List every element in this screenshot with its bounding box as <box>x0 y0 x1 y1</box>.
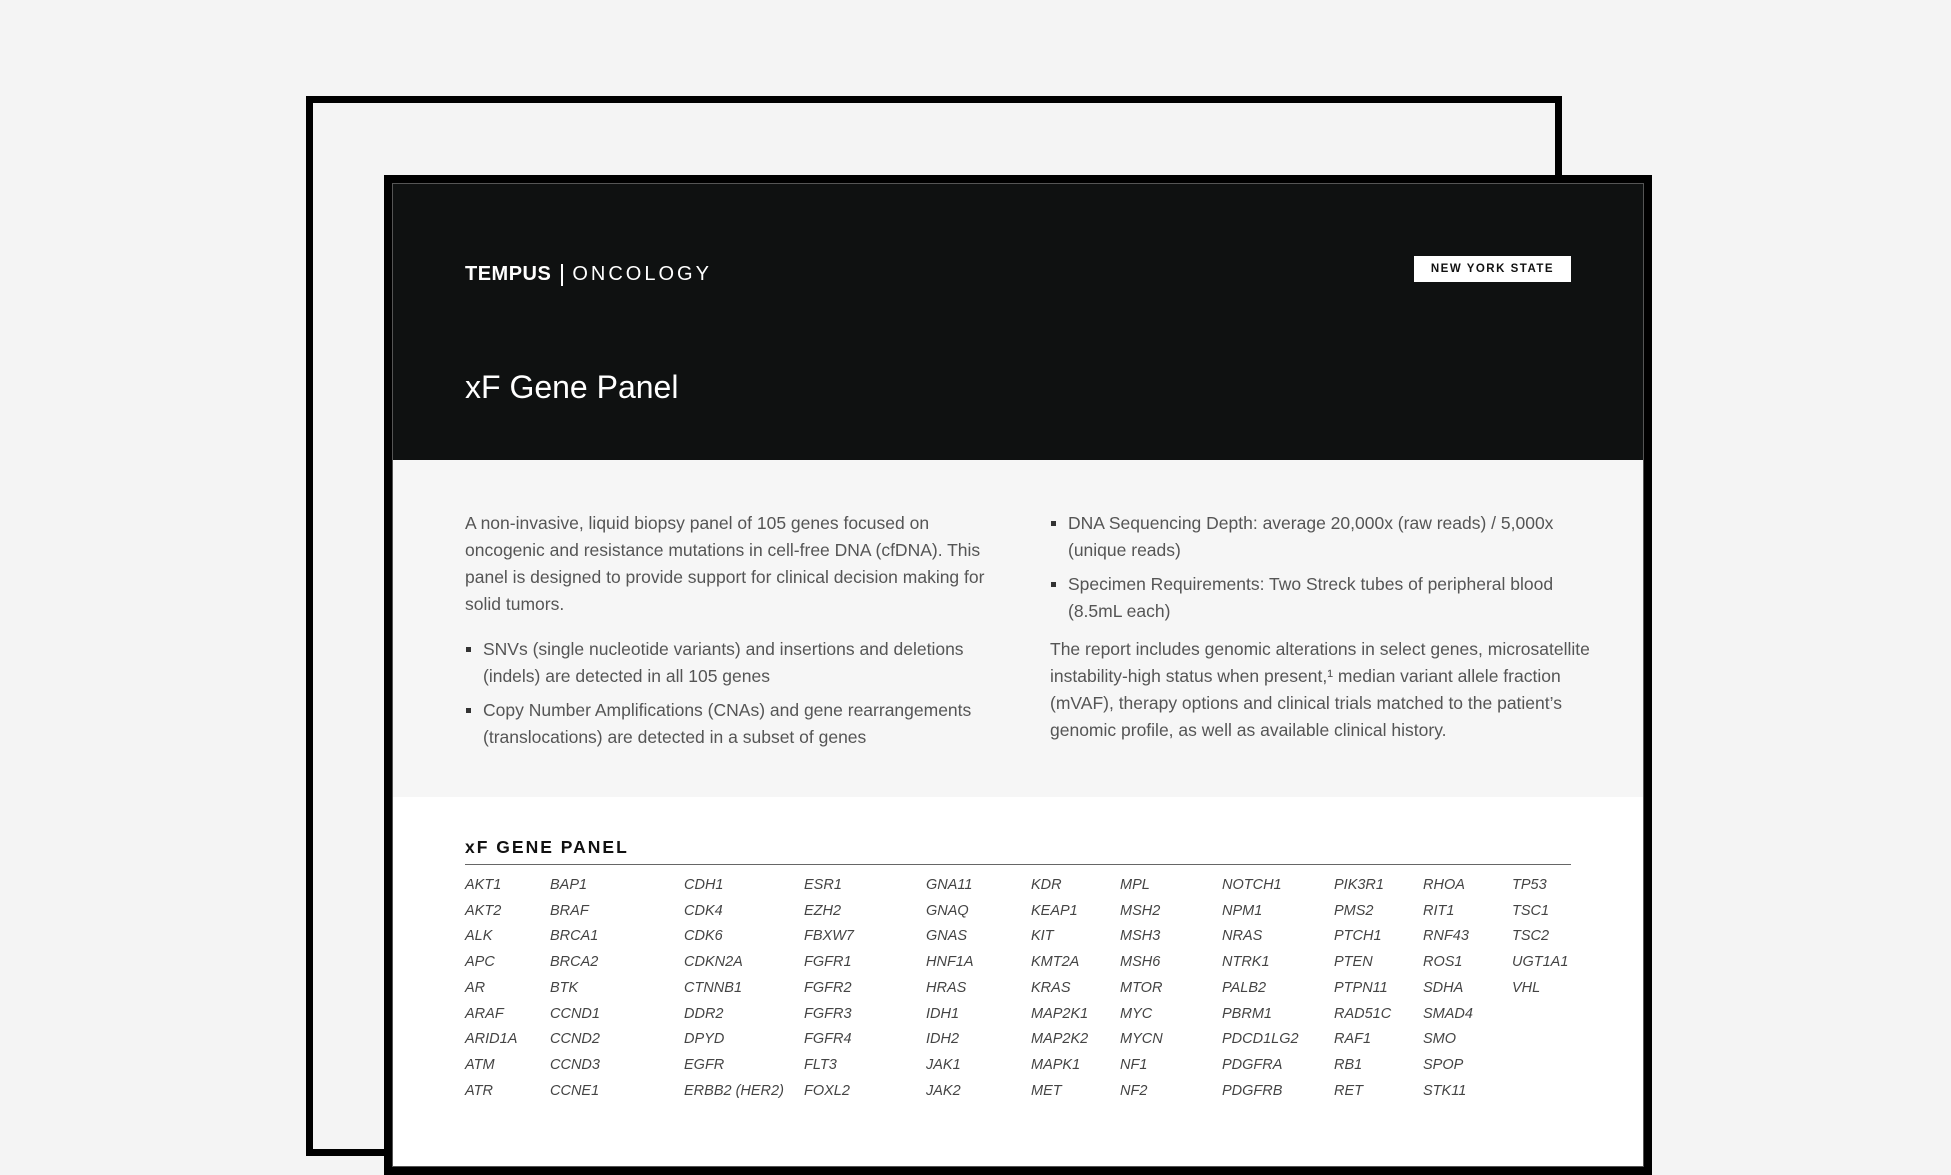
gene-name: CDK4 <box>684 902 723 919</box>
gene-name: AKT2 <box>465 902 502 919</box>
brand-logo <box>465 263 712 286</box>
gene-name: PDCD1LG2 <box>1222 1031 1299 1048</box>
gene-name: SDHA <box>1423 979 1464 996</box>
gene-name: FOXL2 <box>804 1082 850 1099</box>
gene-column <box>550 873 600 1104</box>
gene-column <box>684 873 784 1104</box>
gene-name: JAK2 <box>926 1082 961 1099</box>
document-page <box>392 183 1644 1167</box>
gene-name: BRCA2 <box>550 954 599 971</box>
gene-column <box>1031 873 1088 1104</box>
gene-name: IDH1 <box>926 1005 960 1022</box>
gene-name: JAK1 <box>926 1056 961 1073</box>
gene-name: APC <box>465 954 495 971</box>
gene-name: KRAS <box>1031 979 1071 996</box>
gene-name: MYCN <box>1120 1031 1163 1048</box>
gene-name: CDH1 <box>684 877 724 893</box>
gene-name: KDR <box>1031 877 1062 893</box>
gene-name: NRAS <box>1222 928 1263 945</box>
gene-name: PTPN11 <box>1334 979 1388 996</box>
gene-name: STK11 <box>1423 1082 1467 1099</box>
report-text: The report includes genomic alterations in select genes, microsatellite instability-high status when present,¹ median variant allele fraction (mVAF), therapy options and clinical trials matched to the patient’s genomic profile, as well as available clinical history. <box>1050 639 1590 740</box>
gene-name: HNF1A <box>926 954 974 971</box>
brand-divider <box>561 264 563 286</box>
gene-name: AKT1 <box>465 877 502 893</box>
gene-name: PMS2 <box>1334 902 1374 919</box>
gene-name: KIT <box>1031 928 1054 945</box>
gene-name: ALK <box>465 928 493 945</box>
gene-name: EZH2 <box>804 902 842 919</box>
gene-name: BTK <box>550 979 579 996</box>
summary-right-column <box>1050 510 1595 744</box>
gene-name: CDKN2A <box>684 954 743 971</box>
gene-name: ATR <box>465 1082 493 1099</box>
gene-column <box>465 873 517 1104</box>
summary-left-column <box>465 510 1005 758</box>
gene-name: RAF1 <box>1334 1031 1372 1048</box>
gene-name: ERBB2 (HER2) <box>684 1082 784 1099</box>
gene-name: ARAF <box>465 1005 504 1022</box>
gene-name: PIK3R1 <box>1334 877 1384 893</box>
gene-name: MSH2 <box>1120 902 1161 919</box>
brand-primary: TEMPUS <box>465 263 552 285</box>
list-item: Copy Number Amplifications (CNAs) and gene rearrangements (translocations) are detected in a subset of genes <box>465 697 1005 751</box>
hero-header <box>393 184 1643 460</box>
gene-panel-section <box>465 837 1571 1113</box>
gene-name: ESR1 <box>804 877 842 893</box>
gene-name: KMT2A <box>1031 954 1080 971</box>
state-badge: NEW YORK STATE <box>1414 256 1571 282</box>
gene-name: DDR2 <box>684 1005 724 1022</box>
gene-name: TSC1 <box>1512 902 1550 919</box>
list-item: Specimen Requirements: Two Streck tubes of peripheral blood (8.5mL each) <box>1050 571 1595 625</box>
gene-name: PBRM1 <box>1222 1005 1272 1022</box>
gene-name: MSH6 <box>1120 954 1161 971</box>
gene-name: TSC2 <box>1512 928 1550 945</box>
gene-name: PDGFRB <box>1222 1082 1283 1099</box>
gene-name: MAP2K1 <box>1031 1005 1089 1022</box>
gene-name: PDGFRA <box>1222 1056 1283 1073</box>
gene-name: PTCH1 <box>1334 928 1382 945</box>
gene-name: KEAP1 <box>1031 902 1078 919</box>
gene-name: EGFR <box>684 1056 725 1073</box>
gene-column <box>926 873 974 1104</box>
gene-panel-heading: xF GENE PANEL <box>465 837 1571 865</box>
gene-name: MPL <box>1120 877 1150 893</box>
gene-column <box>1120 873 1163 1104</box>
gene-name: RNF43 <box>1423 928 1469 945</box>
gene-name: UGT1A1 <box>1512 954 1569 971</box>
gene-name: CCND3 <box>550 1056 600 1073</box>
gene-name: IDH2 <box>926 1031 960 1048</box>
gene-column <box>1423 873 1473 1104</box>
summary-section <box>393 460 1643 797</box>
gene-name: SMAD4 <box>1423 1005 1473 1022</box>
gene-name: CCND1 <box>550 1005 600 1022</box>
gene-name: RIT1 <box>1423 902 1455 919</box>
list-item: DNA Sequencing Depth: average 20,000x (raw reads) / 5,000x (unique reads) <box>1050 510 1595 564</box>
gene-name: AR <box>465 979 486 996</box>
gene-name: MTOR <box>1120 979 1163 996</box>
list-item: SNVs (single nucleotide variants) and insertions and deletions (indels) are detected in all 105 genes <box>465 636 1005 690</box>
gene-name: PALB2 <box>1222 979 1267 996</box>
gene-name: NF2 <box>1120 1082 1148 1099</box>
gene-name: GNAQ <box>926 902 969 919</box>
gene-name: PTEN <box>1334 954 1373 971</box>
gene-name: RB1 <box>1334 1056 1363 1073</box>
gene-name: FGFR4 <box>804 1031 852 1048</box>
gene-column <box>1334 873 1391 1104</box>
specs-list <box>1050 510 1595 625</box>
gene-name: MAP2K2 <box>1031 1031 1089 1048</box>
gene-name: RHOA <box>1423 877 1465 893</box>
document-sheet <box>384 175 1652 1175</box>
gene-name: MYC <box>1120 1005 1153 1022</box>
gene-column <box>1512 873 1568 1002</box>
gene-name: SPOP <box>1423 1056 1464 1073</box>
page-title: xF Gene Panel <box>465 369 679 405</box>
gene-name: MSH3 <box>1120 928 1161 945</box>
gene-name: MAPK1 <box>1031 1056 1081 1073</box>
gene-name: TP53 <box>1512 877 1547 893</box>
gene-name: FBXW7 <box>804 928 854 945</box>
gene-name: GNA11 <box>926 877 973 893</box>
gene-name: BAP1 <box>550 877 588 893</box>
gene-name: GNAS <box>926 928 968 945</box>
gene-name: CDK6 <box>684 928 723 945</box>
gene-name: NOTCH1 <box>1222 877 1282 893</box>
gene-name: RET <box>1334 1082 1363 1099</box>
gene-name: NTRK1 <box>1222 954 1270 971</box>
gene-name: ARID1A <box>465 1031 518 1048</box>
gene-name: CCND2 <box>550 1031 600 1048</box>
gene-name: VHL <box>1512 979 1541 996</box>
gene-name: ROS1 <box>1423 954 1463 971</box>
gene-name: SMO <box>1423 1031 1457 1048</box>
gene-grid <box>465 873 1571 1113</box>
gene-column <box>804 873 854 1104</box>
gene-name: FGFR1 <box>804 954 852 971</box>
detection-list <box>465 636 1005 751</box>
gene-name: ATM <box>465 1056 495 1073</box>
gene-name: DPYD <box>684 1031 725 1048</box>
gene-name: RAD51C <box>1334 1005 1392 1022</box>
gene-name: CCNE1 <box>550 1082 600 1099</box>
gene-name: BRCA1 <box>550 928 599 945</box>
gene-name: MET <box>1031 1082 1062 1099</box>
brand-secondary: ONCOLOGY <box>572 263 712 285</box>
gene-name: BRAF <box>550 902 589 919</box>
gene-column <box>1222 873 1299 1104</box>
gene-name: FGFR2 <box>804 979 852 996</box>
intro-text: A non-invasive, liquid biopsy panel of 105 genes focused on oncogenic and resistance mutations in cell-free DNA (cfDNA). This panel is designed to provide support for clinical decision making for solid tumors. <box>465 513 985 614</box>
gene-name: FLT3 <box>804 1056 837 1073</box>
gene-name: HRAS <box>926 979 967 996</box>
gene-name: NPM1 <box>1222 902 1263 919</box>
gene-name: NF1 <box>1120 1056 1148 1073</box>
gene-name: FGFR3 <box>804 1005 852 1022</box>
gene-name: CTNNB1 <box>684 979 743 996</box>
